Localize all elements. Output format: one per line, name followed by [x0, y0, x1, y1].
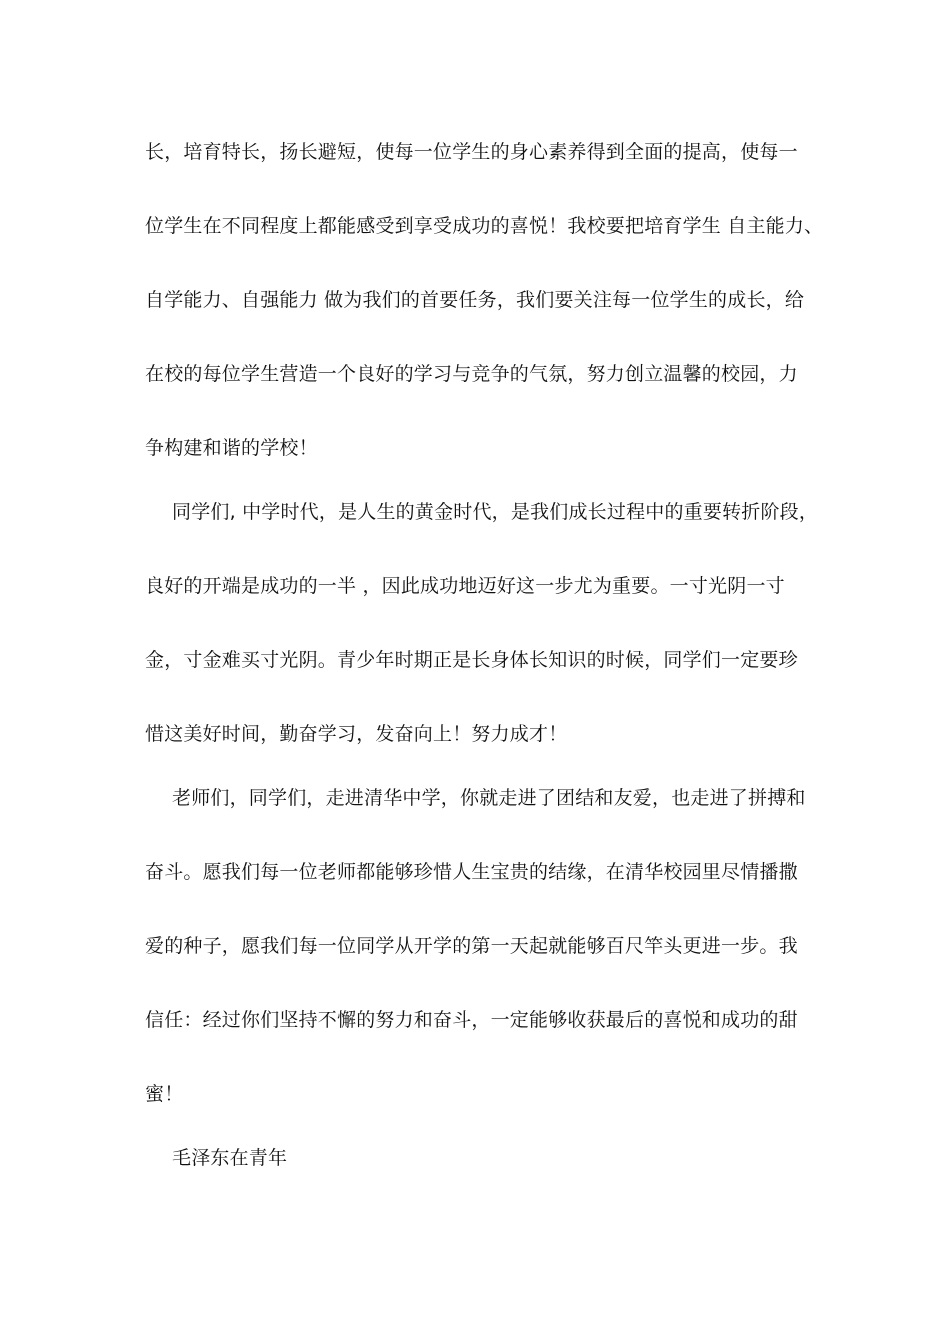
section-heading: 毛泽东在青年: [172, 1147, 288, 1169]
paragraph-3-line-3: 爱的种子，愿我们每一位同学从开学的第一天起就能够百尺竿头更进一步。我: [145, 935, 798, 957]
paragraph-3-line-2: 奋斗。愿我们每一位老师都能够珍惜人生宝贵的结缘，在清华校园里尽情播撒: [145, 861, 798, 883]
paragraph-3-line-4: 信任：经过你们坚持不懈的努力和奋斗，一定能够收获最后的喜悦和成功的甜: [145, 1009, 798, 1031]
paragraph-3-line-1: 老师们，同学们，走进清华中学，你就走进了团结和友爱，也走进了拼搏和: [172, 787, 806, 809]
paragraph-2-line-4: 惜这美好时间，勤奋学习，发奋向上！努力成才！: [145, 723, 568, 745]
paragraph-1-line-2: 位学生在不同程度上都能感受到享受成功的喜悦！我校要把培育学生 自主能力、: [145, 215, 824, 237]
paragraph-2-line-1: 同学们, 中学时代，是人生的黄金时代，是我们成长过程中的重要转折阶段，: [172, 501, 819, 523]
paragraph-1-line-3: 自学能力、自强能力 做为我们的首要任务，我们要关注每一位学生的成长，给: [145, 289, 805, 311]
paragraph-2-line-3: 金，寸金难买寸光阴。青少年时期正是长身体长知识的时候，同学们一定要珍: [145, 649, 798, 671]
paragraph-1-line-5: 争构建和谐的学校！: [145, 437, 318, 459]
paragraph-1-line-1: 长，培育特长，扬长避短，使每一位学生的身心素养得到全面的提高，使每一: [145, 141, 798, 163]
paragraph-2-line-2: 良好的开端是成功的一半 ，因此成功地迈好这一步尤为重要。一寸光阴一寸: [145, 575, 785, 597]
paragraph-3-line-5: 蜜！: [145, 1083, 184, 1105]
paragraph-1-line-4: 在校的每位学生营造一个良好的学习与竞争的气氛，努力创立温馨的校园，力: [145, 363, 798, 385]
